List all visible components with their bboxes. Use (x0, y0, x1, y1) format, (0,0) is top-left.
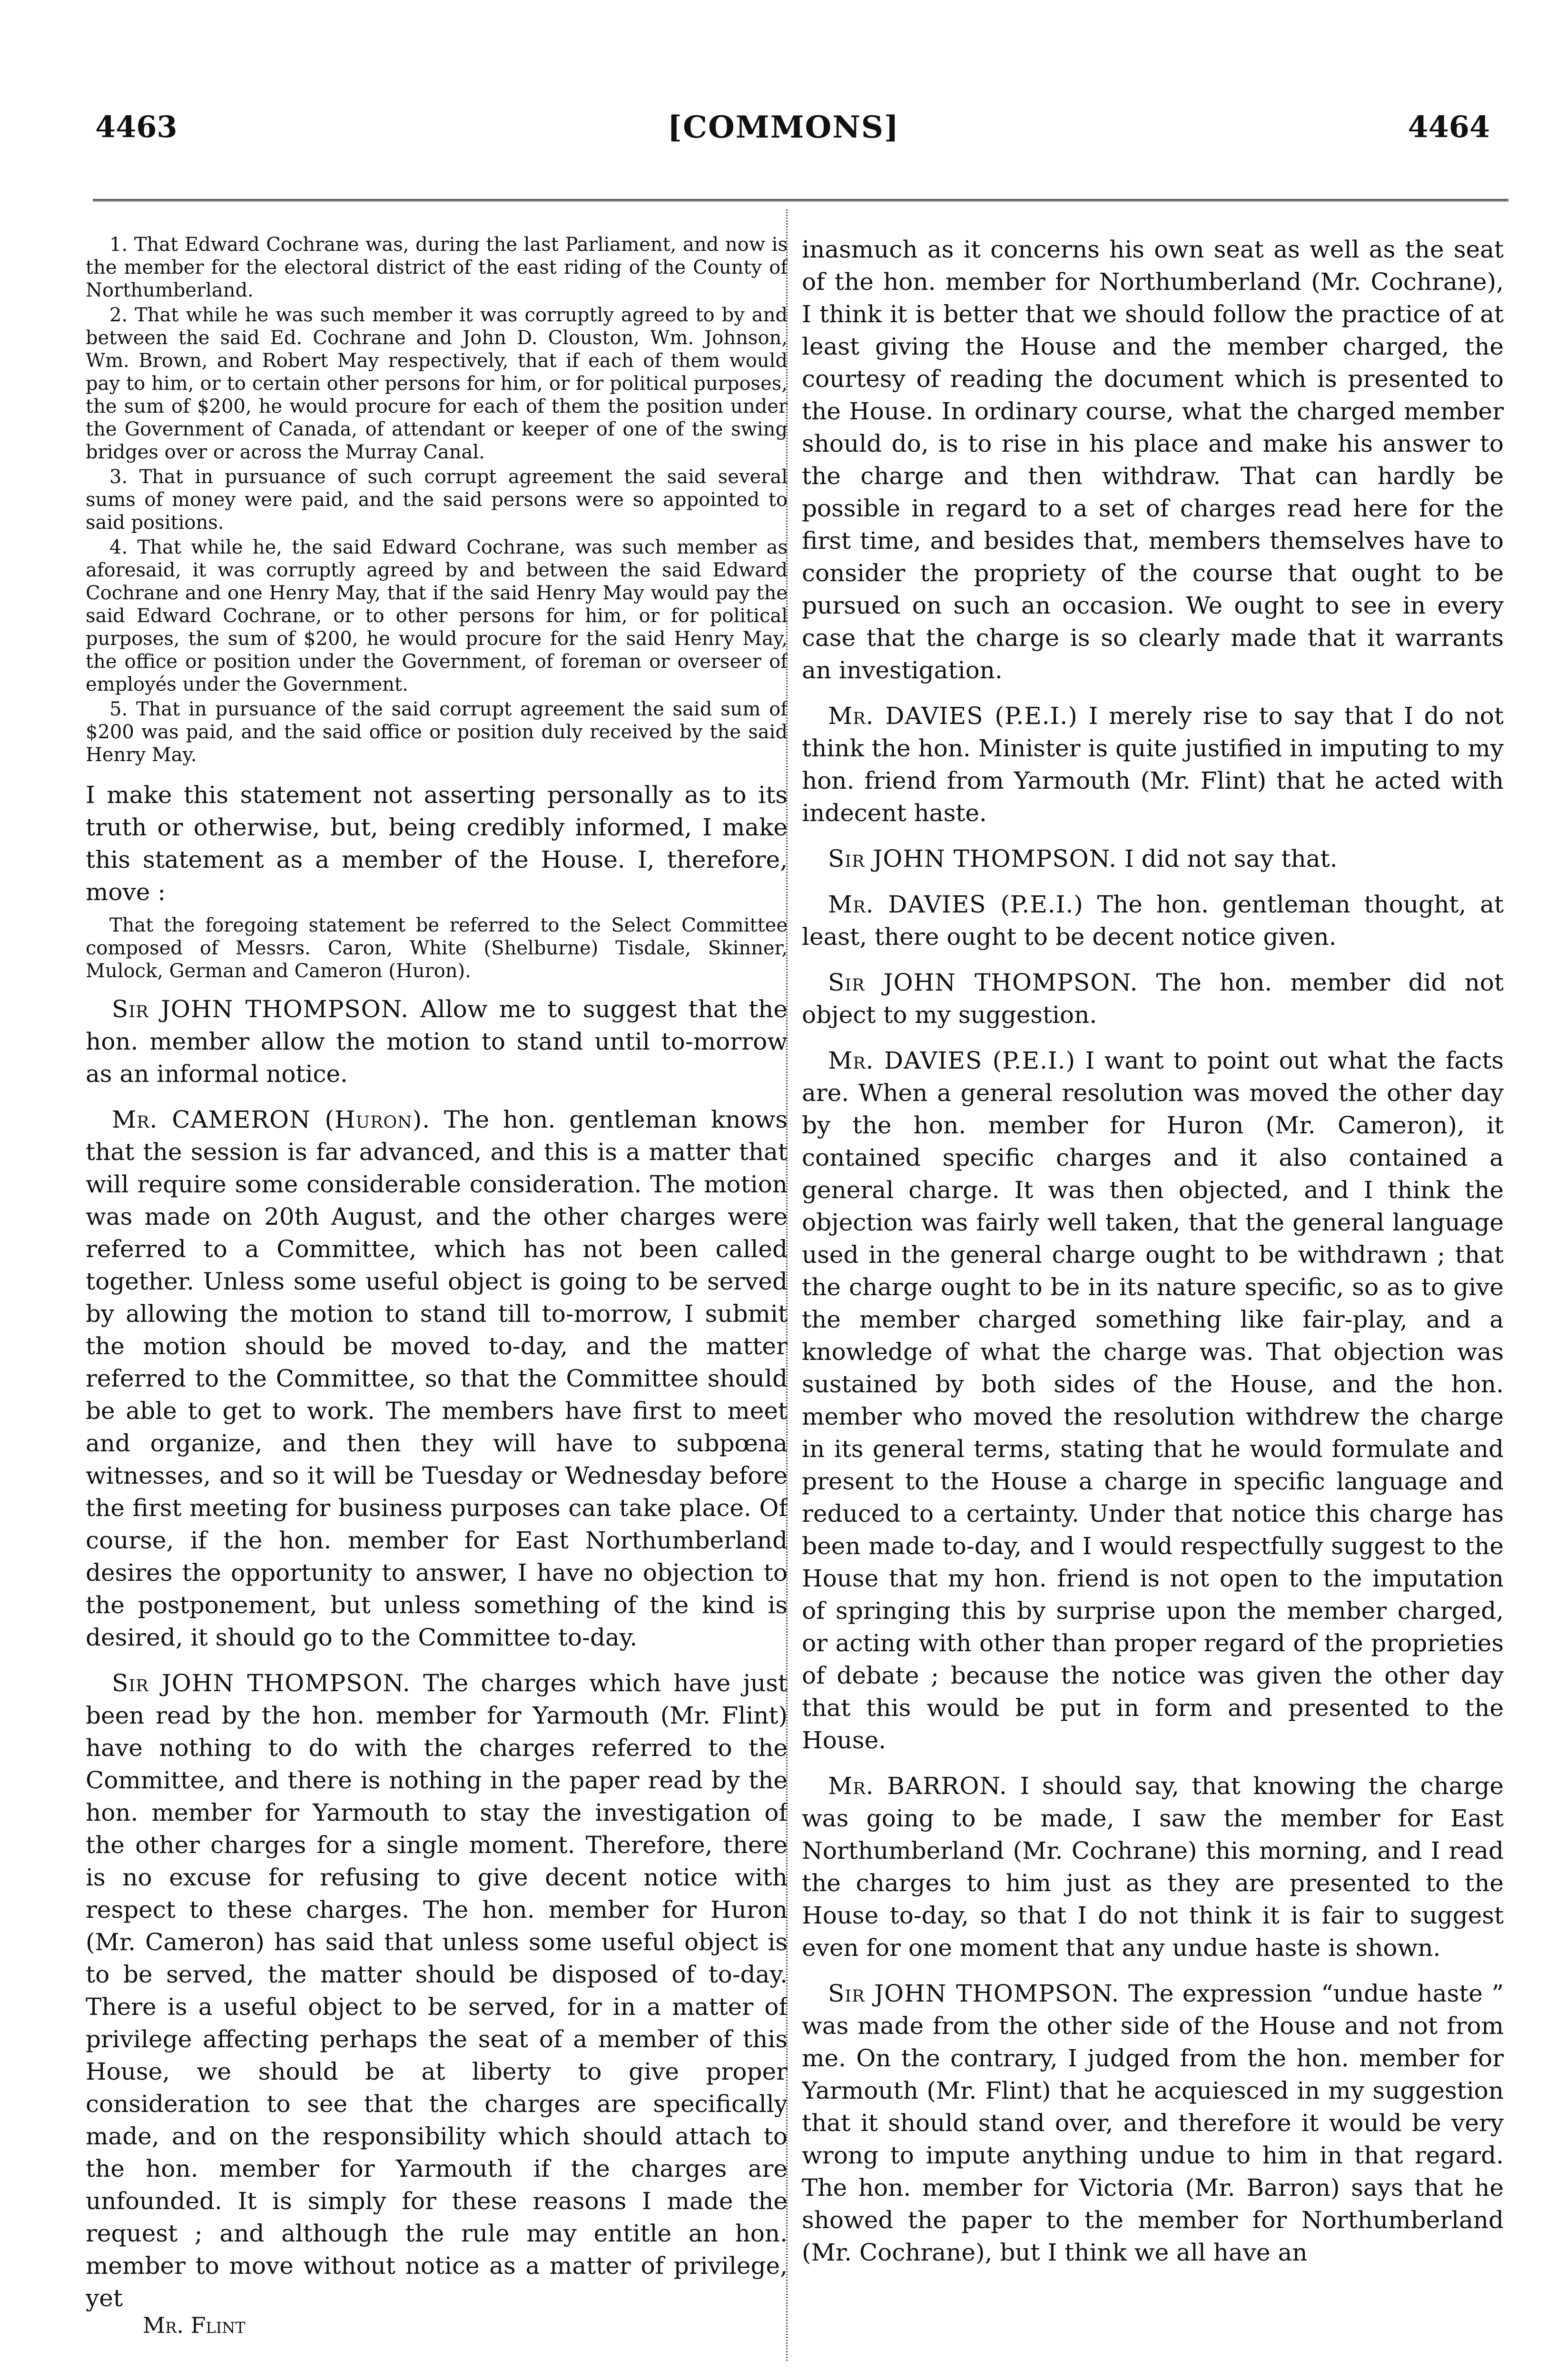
speaker-name: Sir JOHN THOMPSON. (112, 995, 409, 1023)
speech-text: The hon. member did not object to my suggestion. (802, 969, 1504, 1029)
speaker-name: Sir JOHN THOMPSON. (828, 845, 1117, 873)
speaker-name: Mr. BARRON. (828, 1772, 1007, 1800)
speech-text: I should say, that knowing the charge was going to be made, I saw the member for East Northumberland (Mr. Cochrane) this morning, and I read the charges to him just as they are presented to the House to-day, so that I do not think it is fair to suggest even for one moment that any undue haste is shown. (802, 1772, 1504, 1962)
charge-paragraph: 1. That Edward Cochrane was, during the last Parliament, and now is the member for the electoral district of the east riding of the County of Northumberland. (86, 234, 788, 301)
page-header (0, 109, 1567, 167)
header-rule (93, 199, 1508, 201)
speech (802, 700, 1504, 829)
charge-paragraph: 4. That while he, the said Edward Cochrane, was such member as aforesaid, it was corruptly agreed by and between the said Edward Cochrane and one Henry May, that if the said Henry May would pay the said Edward Cochrane, or to other persons for him, or for political purposes, the sum of $200, he would procure for the said Henry May, the office or position under the Government, of foreman or overseer of employés under the Government. (86, 536, 788, 695)
left-column (86, 233, 788, 2366)
speech-text: I merely rise to say that I do not think the hon. Minister is quite justified in imputing to my hon. friend from Yarmouth (Mr. Flint) that he acted with indecent haste. (802, 702, 1504, 827)
page-title: [COMMONS] (667, 109, 900, 145)
charge-paragraph: 2. That while he was such member it was corruptly agreed to by and between the said Ed. Cochrane and John D. Clouston, Wm. Johnson, Wm. Brown, and Robert May respectively, that if each of them would pay to him, or to certain other persons for him, or for political purposes, the sum of $200, he would procure for each of them the position under the Government of Canada, of attendant or keeper of one of the swing bridges over or across the Murray Canal. (86, 304, 788, 463)
speech-text: inasmuch as it concerns his own seat as well as the seat of the hon. member for Northumberland (Mr. Cochrane), I think it is better that we should follow the practice of at least giving the House and the member charged, the courtesy of reading the document which is presented to the House. In ordinary course, what the charged member should do, is to rise in his place and make his answer to the charge and then withdraw. That can hardly be possible in regard to a set of charges read here for the first time, and besides that, members themselves have to consider the propriety of the course that ought to be pursued on such an occasion. We ought to see in every case that the charge is so clearly made that it warrants an investigation. (802, 236, 1504, 684)
speaker-name: Mr. CAMERON (Huron). (112, 1106, 431, 1133)
speaker-name: Mr. DAVIES (P.E.I.) (828, 891, 1084, 918)
motion-paragraph: That the foregoing statement be referred to the Select Committee composed of Messrs. Caron, White (Shelburne) Tisdale, Skinner, Mulock, German and Cameron (Huron). (86, 914, 788, 982)
speech (802, 1977, 1504, 2269)
charge-paragraph: 5. That in pursuance of the said corrupt agreement the said sum of $200 was paid, and the said office or position duly received by the said Henry May. (86, 698, 788, 766)
speech-text: I did not say that. (1124, 845, 1338, 873)
speech-continuation (802, 233, 1504, 686)
speech (802, 888, 1504, 953)
statement-paragraph: I make this statement not asserting personally as to its truth or otherwise, but, being credibly informed, I make this statement as a member of the House. I, therefore, move : (86, 781, 788, 906)
charge-paragraph: 3. That in pursuance of such corrupt agreement the said several sums of money were paid, and the said persons were so appointed to said positions. (86, 466, 788, 534)
right-column (802, 233, 1504, 2366)
speaker-name: Mr. DAVIES (P.E.I.) (828, 1047, 1076, 1074)
page-footer-note: Mr. Flint (143, 2312, 246, 2338)
speech-text: The expression “undue haste ” was made from the other side of the House and not from me. On the contrary, I judged from the hon. member for Yarmouth (Mr. Flint) that he acquiesced in my suggestion that it should stand over, and therefore it would be very wrong to impute anything undue to him in that regard. The hon. member for Victoria (Mr. Barron) says that he showed the paper to the member for Northumberland (Mr. Cochrane), but I think we all have an (802, 1980, 1504, 2266)
speech-text: The charges which have just been read by the hon. member for Yarmouth (Mr. Flint) have nothing to do with the charges referred to the Committee, and there is nothing in the paper read by the hon. member for Yarmouth to stay the investigation of the other charges for a single moment. Therefore, there is no excuse for refusing to give decent notice with respect to these charges. The hon. member for Huron (Mr. Cameron) has said that unless some useful object is to be served, the matter should be disposed of to-day. There is a useful object to be served, for in a matter of privilege affecting perhaps the seat of a member of this House, we should be at liberty to give proper consideration to see that the charges are specifically made, and on the responsibility which should attach to the hon. member for Yarmouth if the charges are unfounded. It is simply for these reasons I made the request ; and although the rule may entitle an hon. member to move without notice as a matter of privilege, yet (86, 1669, 788, 2312)
speech (86, 1667, 788, 2314)
speaker-name: Sir JOHN THOMPSON. (828, 969, 1138, 996)
speech (802, 1044, 1504, 1756)
speech-text: The hon. gentleman knows that the session is far advanced, and this is a matter that will require some considerable consideration. The motion was made on 20th August, and the other charges were referred to a Committee, which has not been called together. Unless some useful object is going to be served by allowing the motion to stand till to-morrow, I submit the motion should be moved to-day, and the matter referred to the Committee, so that the Committee should be able to get to work. The members have first to meet and organize, and then they will have to subpœna witnesses, and so it will be Tuesday or Wednesday before the first meeting for business purposes can take place. Of course, if the hon. member for East Northumberland desires the opportunity to answer, I have no objection to the postponement, but unless something of the kind is desired, it should go to the Committee to-day. (86, 1106, 788, 1651)
speaker-name: Sir JOHN THOMPSON. (828, 1980, 1120, 2007)
speech-text: Allow me to suggest that the hon. member allow the motion to stand until to-morrow as an informal notice. (86, 995, 788, 1088)
speaker-name: Mr. DAVIES (P.E.I.) (828, 702, 1078, 730)
speech-text: The hon. gentleman thought, at least, there ought to be decent notice given. (802, 891, 1504, 951)
right-page-number: 4464 (1408, 109, 1490, 144)
speech (802, 1770, 1504, 1964)
speech (802, 843, 1504, 875)
speech-text: I want to point out what the facts are. When a general resolution was moved the other day by the hon. member for Huron (Mr. Cameron), it contained specific charges and it also contained a general charge. It was then objected, and I think the objection was fairly well taken, that the general language used in the general charge ought to be withdrawn ; that the charge ought to be in its nature specific, so as to give the member charged something like fair-play, and a knowledge of what the charge was. That objection was sustained by both sides of the House, and the hon. member who moved the resolution withdrew the charge in its general terms, stating that he would formulate and present to the House a charge in specific language and reduced to a certainty. Under that notice this charge has been made to-day, and I would respectfully suggest to the House that my hon. friend is not open to the imputation of springing this by surprise upon the member charged, or acting with other than proper regard of the proprieties of debate ; because the notice was given the other day that this would be put in form and presented to the House. (802, 1047, 1504, 1754)
speech (86, 1103, 788, 1654)
left-page-number: 4463 (95, 109, 177, 144)
speaker-name: Sir JOHN THOMPSON. (112, 1669, 411, 1697)
speech (802, 966, 1504, 1031)
speech (86, 993, 788, 1090)
